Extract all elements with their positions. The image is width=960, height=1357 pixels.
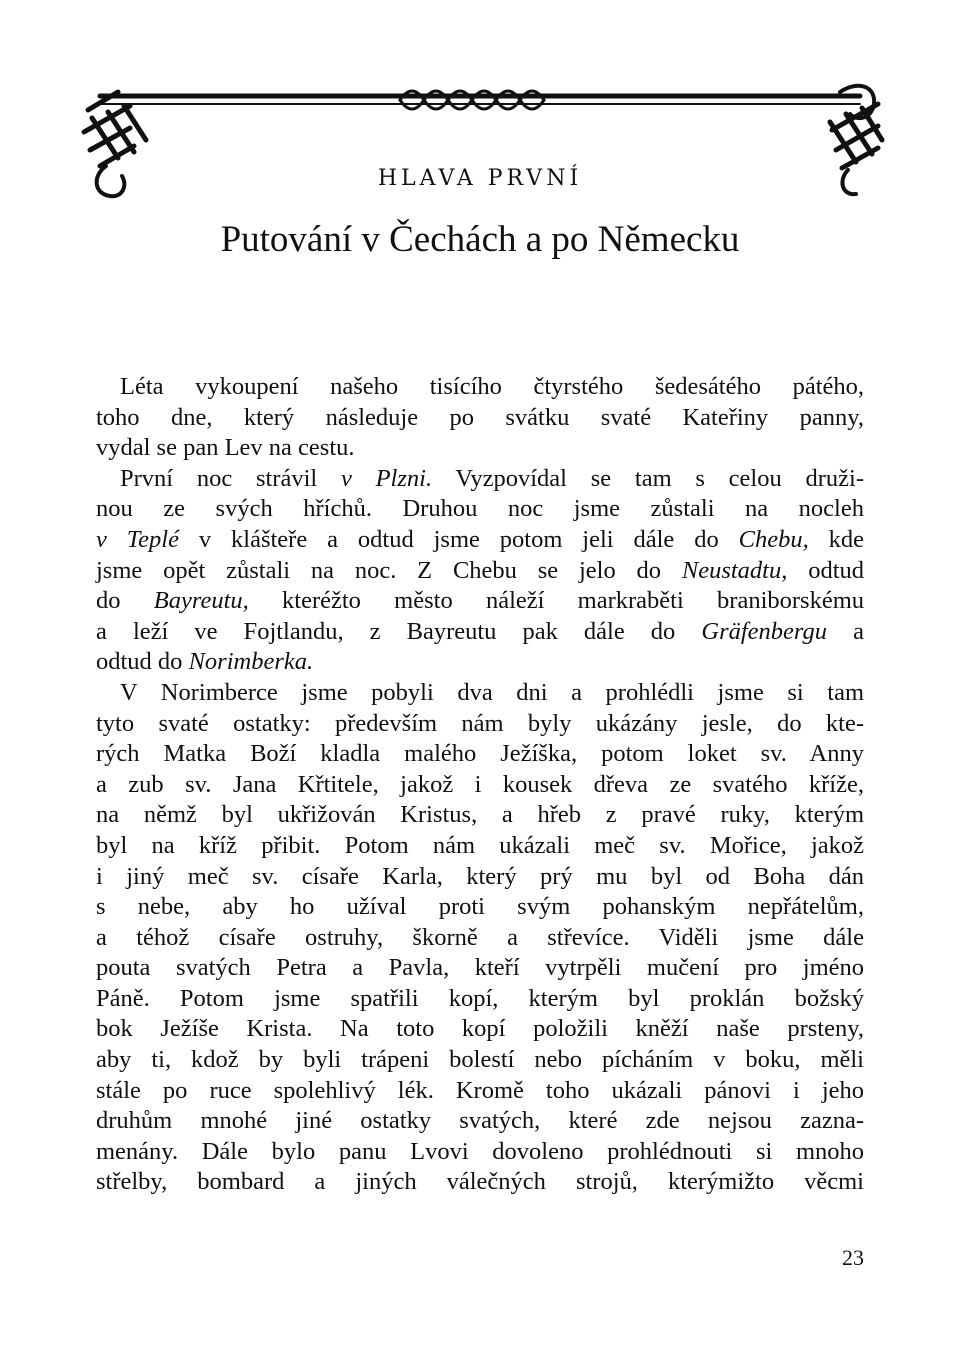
page-number: 23: [842, 1245, 864, 1270]
place-name: v Teplé: [96, 525, 179, 553]
place-name: Bayreutu,: [153, 587, 249, 615]
text-line: vydal se pan Lev na cestu.: [96, 434, 355, 462]
text-line: tyto svaté ostatky: především nám byly ukázány jesle, do kte-: [96, 709, 864, 737]
text-line: Páně. Potom jsme spatřili kopí, kterým byl proklán božský: [96, 984, 864, 1012]
paragraph: [96, 464, 864, 678]
text-line: nou ze svých hříchů. Druhou noc jsme zůstali na nocleh: [96, 495, 864, 523]
text-line: střelby, bombard a jiných válečných strojů, kterýmižto věcmi: [96, 1168, 864, 1196]
place-name: v Plzni.: [340, 464, 433, 492]
text-line: toho dne, který následuje po svátku svaté Kateřiny panny,: [96, 403, 864, 431]
place-name: Chebu,: [738, 525, 809, 553]
text-line: druhům mnohé jiné ostatky svatých, které zde nejsou zazna-: [96, 1107, 864, 1135]
place-name: Neustadtu,: [681, 556, 788, 584]
chapter-title: Putování v Čechách a po Německu: [220, 219, 740, 260]
text-line: a leží ve Fojtlandu, z Bayreutu pak dále do Gräfenbergu a: [96, 617, 864, 645]
text-line: Léta vykoupení našeho tisícího čtyrstého šedesátého pátého,: [120, 373, 864, 400]
place-name: Norimberka.: [188, 648, 314, 676]
text-line: i jiný meč sv. císaře Karla, který prý mu byl od Boha dán: [96, 862, 864, 890]
text-line: s nebe, aby ho užíval proti svým pohanským nepřátelům,: [96, 893, 864, 921]
text-line: v Teplé v klášteře a odtud jsme potom jeli dále do Chebu, kde: [96, 525, 864, 553]
text-line: pouta svatých Petra a Pavla, kteří vytrpěli mučení pro jméno: [96, 954, 864, 982]
text-line: a zub sv. Jana Křtitele, jakož i kousek dřeva ze svatého kříže,: [96, 770, 864, 798]
paragraph: [96, 372, 864, 464]
place-name: Gräfenbergu: [701, 617, 828, 645]
chapter-label: HLAVA PRVNÍ: [377, 166, 583, 191]
text-line: jsme opět zůstali na noc. Z Chebu se jelo do Neustadtu, odtud: [96, 556, 865, 584]
paragraph: [96, 678, 864, 1198]
text-line: aby ti, kdož by byli trápeni bolestí nebo pícháním v boku, měli: [96, 1046, 864, 1074]
text-line: do Bayreutu, kteréžto město náleží markraběti braniborskému: [96, 587, 864, 615]
text-line: na němž byl ukřižován Kristus, a hřeb z pravé ruky, kterým: [96, 801, 864, 829]
text-line: a téhož císaře ostruhy, škorně a střevíce. Viděli jsme dále: [96, 923, 864, 951]
body-text: [96, 372, 864, 1198]
text-line: odtud do Norimberka.: [96, 648, 314, 676]
text-line: V Norimberce jsme pobyli dva dni a prohlédli jsme si tam: [120, 678, 864, 706]
text-line: menány. Dále bylo panu Lvovi dovoleno prohlédnouti si mnoho: [96, 1137, 864, 1165]
text-line: rých Matka Boží kladla malého Ježíška, potom loket sv. Anny: [96, 740, 864, 768]
text-line: První noc strávil v Plzni. Vyzpovídal se tam s celou druži-: [120, 464, 864, 492]
text-line: stále po ruce spolehlivý lék. Kromě toho ukázali pánovi i jeho: [96, 1076, 864, 1104]
text-line: bok Ježíše Krista. Na toto kopí položili kněží naše prsteny,: [96, 1015, 864, 1043]
text-line: byl na kříž přibit. Potom nám ukázali meč sv. Mořice, jakož: [96, 831, 864, 859]
